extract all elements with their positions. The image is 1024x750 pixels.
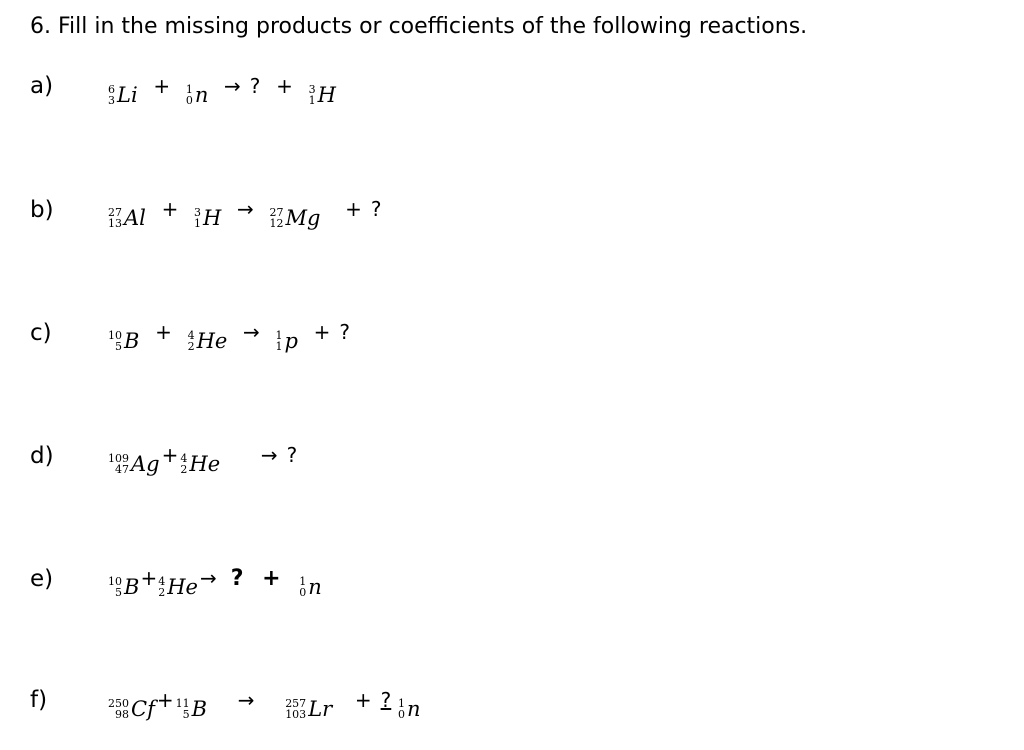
nuclide-cf-250: [108, 697, 155, 721]
unknown-product: ?: [339, 320, 350, 344]
atomic-number: 0: [185, 94, 193, 107]
element-symbol: p: [284, 329, 298, 353]
arrow: →: [243, 320, 260, 344]
mass-number: 109: [108, 452, 129, 465]
plus-sign: +: [276, 74, 293, 98]
mass-number: 11: [175, 697, 190, 710]
nuclide-b-11: [176, 697, 207, 721]
atomic-number: 3: [108, 94, 115, 107]
plus-sign: +: [161, 197, 179, 221]
label-a: a): [30, 73, 54, 99]
label-b: b): [30, 197, 54, 223]
plus-sign: +: [161, 443, 179, 467]
question-title: 6. Fill in the missing products or coefficients of the following reactions.: [30, 14, 808, 39]
atomic-number: 5: [182, 708, 190, 721]
atomic-number: 13: [108, 217, 122, 230]
mass-number: 10: [108, 575, 122, 588]
unknown-coefficient: ?: [380, 688, 392, 712]
nuclide-lr-257: [285, 697, 332, 721]
atomic-number: 12: [269, 217, 284, 230]
mass-number: 1: [275, 329, 283, 342]
mass-number: 1: [397, 697, 405, 710]
nuclide-proton: [275, 329, 297, 353]
nuclide-b-10: [108, 329, 139, 353]
mass-number: 3: [194, 206, 202, 219]
element-symbol: n: [308, 575, 322, 599]
nuclide-he-4: [180, 452, 220, 476]
nuclide-h-3: [194, 206, 221, 230]
mass-number: 1: [299, 575, 307, 588]
mass-number: 257: [285, 697, 307, 710]
nuclide-he-4: [188, 329, 228, 353]
plus-sign: +: [345, 197, 362, 221]
mass-number: 250: [108, 697, 129, 710]
element-symbol: He: [167, 575, 198, 599]
plus-sign: +: [313, 320, 331, 344]
nuclide-mg-27: [270, 206, 321, 230]
unknown-product: ?: [286, 443, 298, 467]
nuclide-al-27: [108, 206, 146, 230]
element-symbol: Mg: [285, 206, 321, 230]
mass-number: 27: [108, 206, 122, 219]
element-symbol: Li: [117, 83, 138, 107]
nuclide-h-3: [309, 83, 336, 107]
element-symbol: He: [189, 452, 221, 476]
plus-sign: +: [140, 566, 158, 590]
atomic-number: 98: [115, 708, 129, 721]
element-symbol: Al: [124, 206, 146, 230]
atomic-number: 1: [308, 94, 316, 107]
unknown-product: ?: [230, 566, 244, 591]
mass-number: 4: [187, 329, 195, 342]
plus-sign: +: [153, 74, 171, 98]
reaction-c: [108, 320, 350, 353]
nuclide-neutron: [186, 83, 209, 107]
nuclide-b-10: [108, 575, 139, 599]
label-e: e): [30, 566, 54, 592]
nuclide-li-6: [108, 83, 138, 107]
arrow: →: [237, 197, 254, 221]
atomic-number: 2: [158, 586, 166, 599]
atomic-number: 1: [194, 217, 202, 230]
mass-number: 4: [180, 452, 188, 465]
element-symbol: B: [191, 697, 208, 721]
label-d: d): [30, 443, 54, 469]
plus-sign: +: [155, 320, 172, 344]
reaction-b: [108, 197, 382, 230]
unknown-product: ?: [370, 197, 382, 221]
atomic-number: 2: [187, 340, 195, 353]
mass-number: 6: [108, 83, 115, 96]
element-symbol: H: [203, 206, 222, 230]
label-f: f): [30, 687, 48, 713]
element-symbol: Cf: [131, 697, 155, 721]
atomic-number: 2: [180, 463, 188, 476]
plus-sign: +: [262, 566, 281, 591]
nuclide-ag-109: [108, 452, 160, 476]
arrow: →: [199, 566, 217, 590]
arrow: →: [260, 443, 278, 467]
mass-number: 10: [108, 329, 122, 342]
atomic-number: 1: [275, 340, 283, 353]
mass-number: 4: [158, 575, 166, 588]
plus-sign: +: [354, 688, 372, 712]
arrow: →: [224, 74, 241, 98]
reaction-f: [108, 688, 420, 721]
nuclide-neutron: [398, 697, 421, 721]
element-symbol: Lr: [308, 697, 333, 721]
reaction-d: [108, 443, 297, 476]
atomic-number: 0: [397, 708, 405, 721]
nuclide-neutron: [299, 575, 322, 599]
nuclide-he-4: [158, 575, 198, 599]
element-symbol: H: [317, 83, 336, 107]
element-symbol: n: [194, 83, 209, 107]
atomic-number: 5: [115, 340, 122, 353]
mass-number: 27: [269, 206, 284, 219]
element-symbol: B: [124, 329, 140, 353]
element-symbol: Ag: [131, 452, 160, 476]
atomic-number: 103: [285, 708, 307, 721]
atomic-number: 5: [115, 586, 122, 599]
reaction-e: [108, 566, 322, 599]
mass-number: 1: [185, 83, 193, 96]
element-symbol: n: [406, 697, 421, 721]
mass-number: 3: [308, 83, 316, 96]
element-symbol: B: [124, 575, 140, 599]
atomic-number: 47: [115, 463, 129, 476]
element-symbol: He: [196, 329, 228, 353]
unknown-product: ?: [249, 74, 261, 98]
reaction-a: [108, 74, 336, 107]
plus-sign: +: [156, 688, 174, 712]
label-c: c): [30, 320, 52, 346]
atomic-number: 0: [299, 586, 307, 599]
arrow: →: [237, 688, 255, 712]
